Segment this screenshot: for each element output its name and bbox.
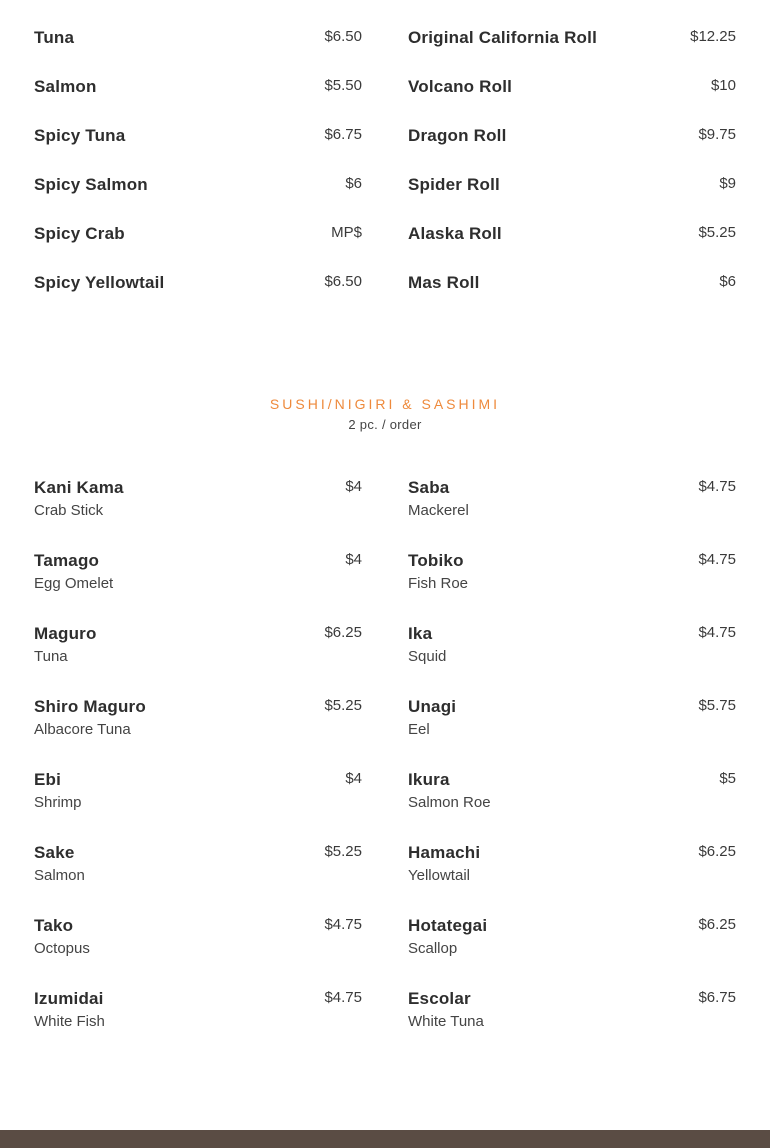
item-price: $5.25 <box>324 843 362 860</box>
item-name: Izumidai <box>34 989 104 1008</box>
item-name: Hamachi <box>408 843 481 862</box>
item-name: Escolar <box>408 989 471 1008</box>
item-price: $10 <box>710 77 736 94</box>
item-name: Tobiko <box>408 551 464 570</box>
item-description: Scallop <box>408 940 458 957</box>
section-subtitle: 2 pc. / order <box>348 417 422 432</box>
item-name: Alaska Roll <box>408 224 502 243</box>
item-price: $6.25 <box>324 624 362 641</box>
item-price: $6.75 <box>324 126 362 143</box>
item-description: Yellowtail <box>408 867 470 884</box>
footer-band <box>0 1130 770 1148</box>
item-name: Spicy Salmon <box>34 175 148 194</box>
item-name: Salmon <box>34 77 97 96</box>
item-price: $12.25 <box>690 28 736 45</box>
item-price: $6 <box>345 175 362 192</box>
item-price: $4.75 <box>698 551 736 568</box>
item-description: Fish Roe <box>408 575 469 592</box>
item-name: Spicy Crab <box>34 224 125 243</box>
item-name: Maguro <box>34 624 97 643</box>
item-price: $5.75 <box>698 697 736 714</box>
item-price: $5.25 <box>324 697 362 714</box>
item-name: Tako <box>34 916 74 935</box>
item-description: Tuna <box>34 648 68 665</box>
item-name: Original California Roll <box>408 28 597 47</box>
item-name: Volcano Roll <box>408 77 513 96</box>
item-description: White Tuna <box>408 1013 484 1030</box>
item-name: Ikura <box>408 770 450 789</box>
item-price: $5 <box>719 770 736 787</box>
item-description: Salmon <box>34 867 85 884</box>
item-name: Hotategai <box>408 916 488 935</box>
item-description: Octopus <box>34 940 90 957</box>
item-name: Shiro Maguro <box>34 697 146 716</box>
item-description: Albacore Tuna <box>34 721 131 738</box>
item-description: Crab Stick <box>34 502 104 519</box>
item-price: $6.50 <box>324 273 362 290</box>
item-name: Mas Roll <box>408 273 480 292</box>
item-description: Mackerel <box>408 502 469 519</box>
item-description: Shrimp <box>34 794 82 811</box>
item-name: Spider Roll <box>408 175 500 194</box>
item-description: Squid <box>408 648 447 665</box>
item-name: Ika <box>408 624 433 643</box>
item-name: Spicy Tuna <box>34 126 126 145</box>
item-name: Tuna <box>34 28 75 47</box>
item-name: Spicy Yellowtail <box>34 273 165 292</box>
item-name: Tamago <box>34 551 100 570</box>
item-price: $6.50 <box>324 28 362 45</box>
item-price: $6.25 <box>698 843 736 860</box>
item-price: $4.75 <box>698 478 736 495</box>
item-price: $5.25 <box>698 224 736 241</box>
item-price: MP$ <box>331 224 362 241</box>
item-description: Eel <box>408 721 430 738</box>
item-price: $4.75 <box>324 989 362 1006</box>
item-price: $4 <box>345 770 362 787</box>
item-name: Ebi <box>34 770 62 789</box>
item-price: $5.50 <box>324 77 362 94</box>
item-price: $6.25 <box>698 916 736 933</box>
item-description: Salmon Roe <box>408 794 491 811</box>
item-price: $4.75 <box>698 624 736 641</box>
item-description: White Fish <box>34 1013 105 1030</box>
item-name: Dragon Roll <box>408 126 507 145</box>
item-price: $6 <box>719 273 736 290</box>
item-name: Saba <box>408 478 450 497</box>
item-price: $4 <box>345 478 362 495</box>
item-price: $9.75 <box>698 126 736 143</box>
item-name: Kani Kama <box>34 478 124 497</box>
item-name: Sake <box>34 843 75 862</box>
item-price: $6.75 <box>698 989 736 1006</box>
item-price: $4.75 <box>324 916 362 933</box>
item-name: Unagi <box>408 697 457 716</box>
item-price: $4 <box>345 551 362 568</box>
section-title: SUSHI/NIGIRI & SASHIMI <box>269 396 501 412</box>
item-price: $9 <box>719 175 736 192</box>
item-description: Egg Omelet <box>34 575 114 592</box>
